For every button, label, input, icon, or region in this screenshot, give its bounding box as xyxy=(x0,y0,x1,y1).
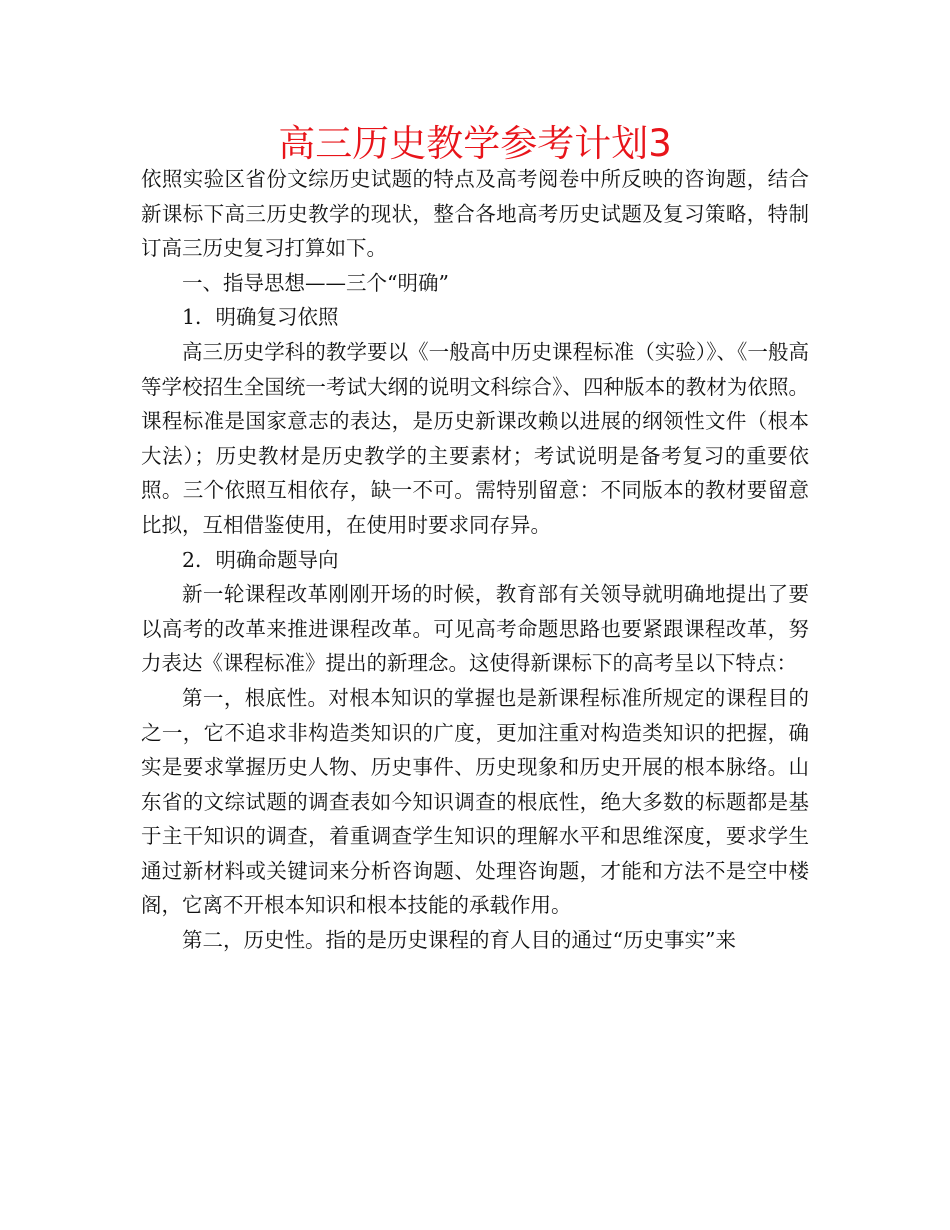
subheading-review-basis: 1．明确复习依照 xyxy=(182,305,339,330)
paragraph-point-two: 第二，历史性。指的是历史课程的育人目的通过“历史事实”来 xyxy=(182,928,736,953)
document-body xyxy=(141,162,809,958)
subheading-exam-direction: 2．明确命题导向 xyxy=(182,547,339,572)
section-heading-guiding-thought: 一、指导思想——三个“明确” xyxy=(182,270,449,295)
paragraph-point-one: 第一，根底性。对根本知识的掌握也是新课程标准所规定的课程目的之一，它不追求非构造类知识的广度，更加注重对构造类知识的把握，确实是要求掌握历史人物、历史事件、历史现象和历史开展的根本脉络。山东省的文综试题的调查表如今知识调查的根底性，绝大多数的标题都是基于主干知识的调查，着重调查学生知识的理解水平和思维深度，要求学生通过新材料或关键词来分析咨询题、处理咨询题，才能和方法不是空中楼阁，它离不开根本知识和根本技能的承载作用。 xyxy=(141,685,809,918)
document-title: 高三历史教学参考计划3 xyxy=(278,122,672,165)
paragraph-review-basis: 高三历史学科的教学要以《一般高中历史课程标准（实验）》、《一般高等学校招生全国统一考试大纲的说明文科综合》、四种版本的教材为依照。课程标准是国家意志的表达，是历史新课改赖以进展的纲领性文件（根本大法）；历史教材是历史教学的主要素材；考试说明是备考复习的重要依照。三个依照互相依存，缺一不可。需特别留意：不同版本的教材要留意比拟，互相借鉴使用，在使用时要求同存异。 xyxy=(141,339,809,537)
paragraph-intro: 依照实验区省份文综历史试题的特点及高考阅卷中所反映的咨询题，结合新课标下高三历史教学的现状，整合各地高考历史试题及复习策略，特制订高三历史复习打算如下。 xyxy=(141,167,809,261)
paragraph-exam-direction: 新一轮课程改革刚刚开场的时候，教育部有关领导就明确地提出了要以高考的改革来推进课程改革。可见高考命题思路也要紧跟课程改革，努力表达《课程标准》提出的新理念。这使得新课标下的高考呈以下特点： xyxy=(141,582,809,676)
